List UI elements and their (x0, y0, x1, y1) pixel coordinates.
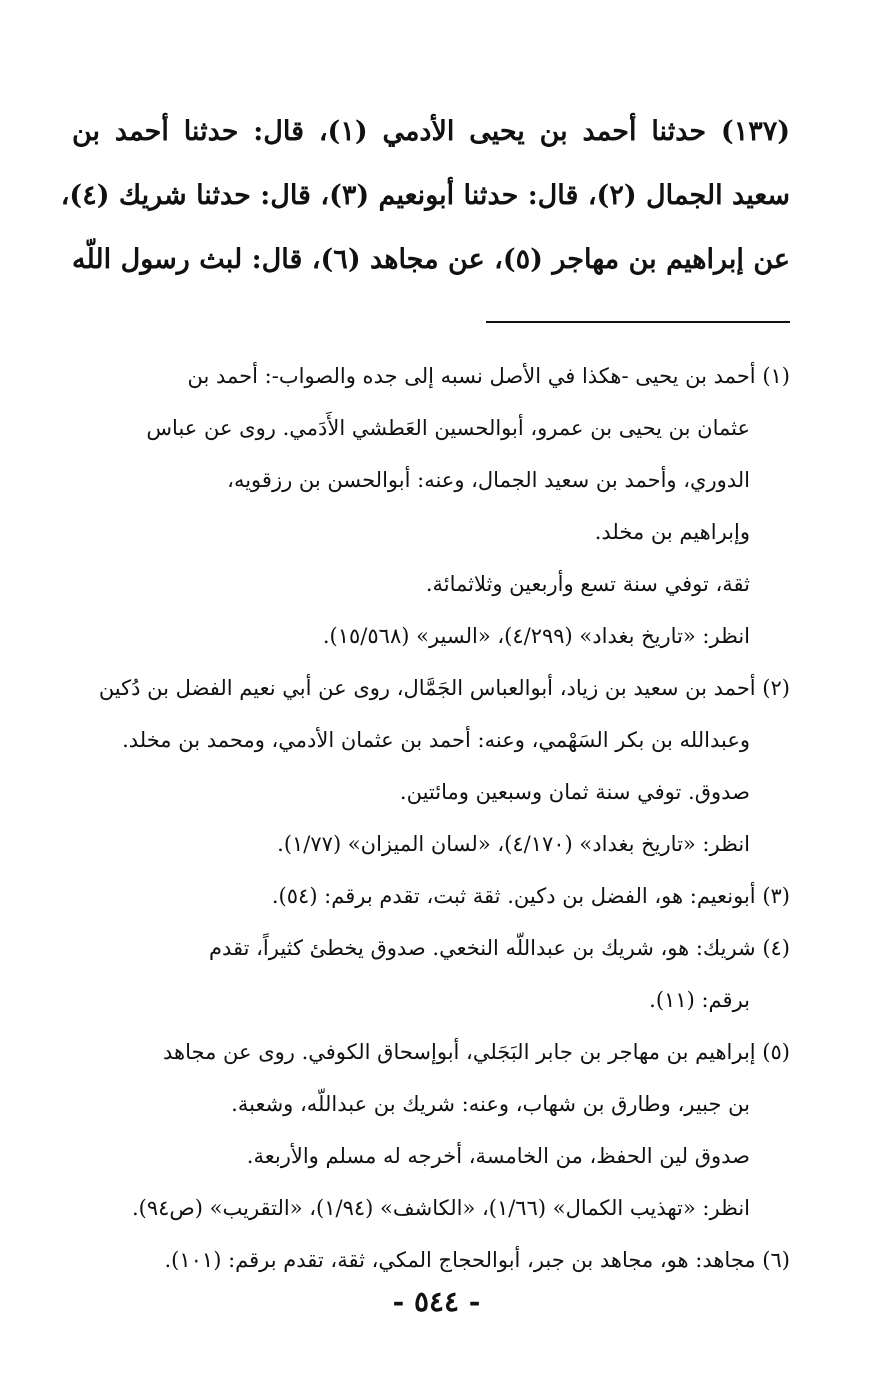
footnote-line: بن جبير، وطارق بن شهاب، وعنه: شريك بن عبداللّه، وشعبة. (231, 1092, 750, 1116)
footnote-line: انظر: «تهذيب الكمال» (١/٦٦)، «الكاشف» (١/٩٤)، «التقريب» (ص٩٤). (131, 1196, 750, 1220)
footnote-line: (٤) شريك: هو، شريك بن عبداللّه النخعي. صدوق يخطئ كثيراً، تقدم (208, 936, 790, 960)
footnote-line: الدوري، وأحمد بن سعيد الجمال، وعنه: أبوالحسن بن رزقويه، (227, 468, 750, 492)
footnote-line: وعبدالله بن بكر السَهْمي، وعنه: أحمد بن عثمان الأدمي، ومحمد بن مخلد. (122, 728, 750, 752)
main-line: عن إبراهيم بن مهاجر (٥)، عن مجاهد (٦)، قال: لبث رسول اللّه (72, 244, 791, 275)
footnote-divider (486, 321, 790, 323)
footnote-line: عثمان بن يحيى بن عمرو، أبوالحسين العَطشي الأَدَمي. روى عن عباس (146, 416, 750, 440)
footnote-line: (٢) أحمد بن سعيد بن زياد، أبوالعباس الجَمَّال، روى عن أبي نعيم الفضل بن دُكين (98, 676, 790, 700)
footnote-line: صدوق. توفي سنة ثمان وسبعين ومائتين. (399, 780, 750, 804)
footnote-line: ثقة، توفي سنة تسع وأربعين وثلاثمائة. (425, 572, 750, 596)
footnote-line: (٦) مجاهد: هو، مجاهد بن جبر، أبوالحجاج المكي، ثقة، تقدم برقم: (١٠١). (164, 1248, 790, 1272)
footnote-line: وإبراهيم بن مخلد. (594, 520, 750, 544)
footnote-line: انظر: «تاريخ بغداد» (٤/٢٩٩)، «السير» (١٥/٥٦٨). (322, 624, 750, 648)
footnote-line: صدوق لين الحفظ، من الخامسة، أخرجه له مسلم والأربعة. (246, 1144, 750, 1168)
page-number: - ٥٤٤ - (392, 1285, 481, 1318)
main-line: سعيد الجمال (٢)، قال: حدثنا أبونعيم (٣)، قال: حدثنا شريك (٤)، (60, 180, 790, 211)
main-text (60, 100, 791, 292)
main-line: (١٣٧) حدثنا أحمد بن يحيى الأدمي (١)، قال: حدثنا أحمد بن (72, 116, 790, 147)
footnote-line: (٥) إبراهيم بن مهاجر بن جابر البَجَلي، أبوإسحاق الكوفي. روى عن مجاهد (163, 1040, 790, 1064)
footnotes (72, 350, 790, 1286)
footnote-line: (١) أحمد بن يحيى -هكذا في الأصل نسبه إلى جده والصواب-: أحمد بن (187, 364, 790, 388)
footnote-line: برقم: (١١). (649, 988, 750, 1012)
footnote-line: انظر: «تاريخ بغداد» (٤/١٧٠)، «لسان الميزان» (١/٧٧). (277, 832, 750, 856)
footnote-line: (٣) أبونعيم: هو، الفضل بن دكين. ثقة ثبت، تقدم برقم: (٥٤). (271, 884, 790, 908)
